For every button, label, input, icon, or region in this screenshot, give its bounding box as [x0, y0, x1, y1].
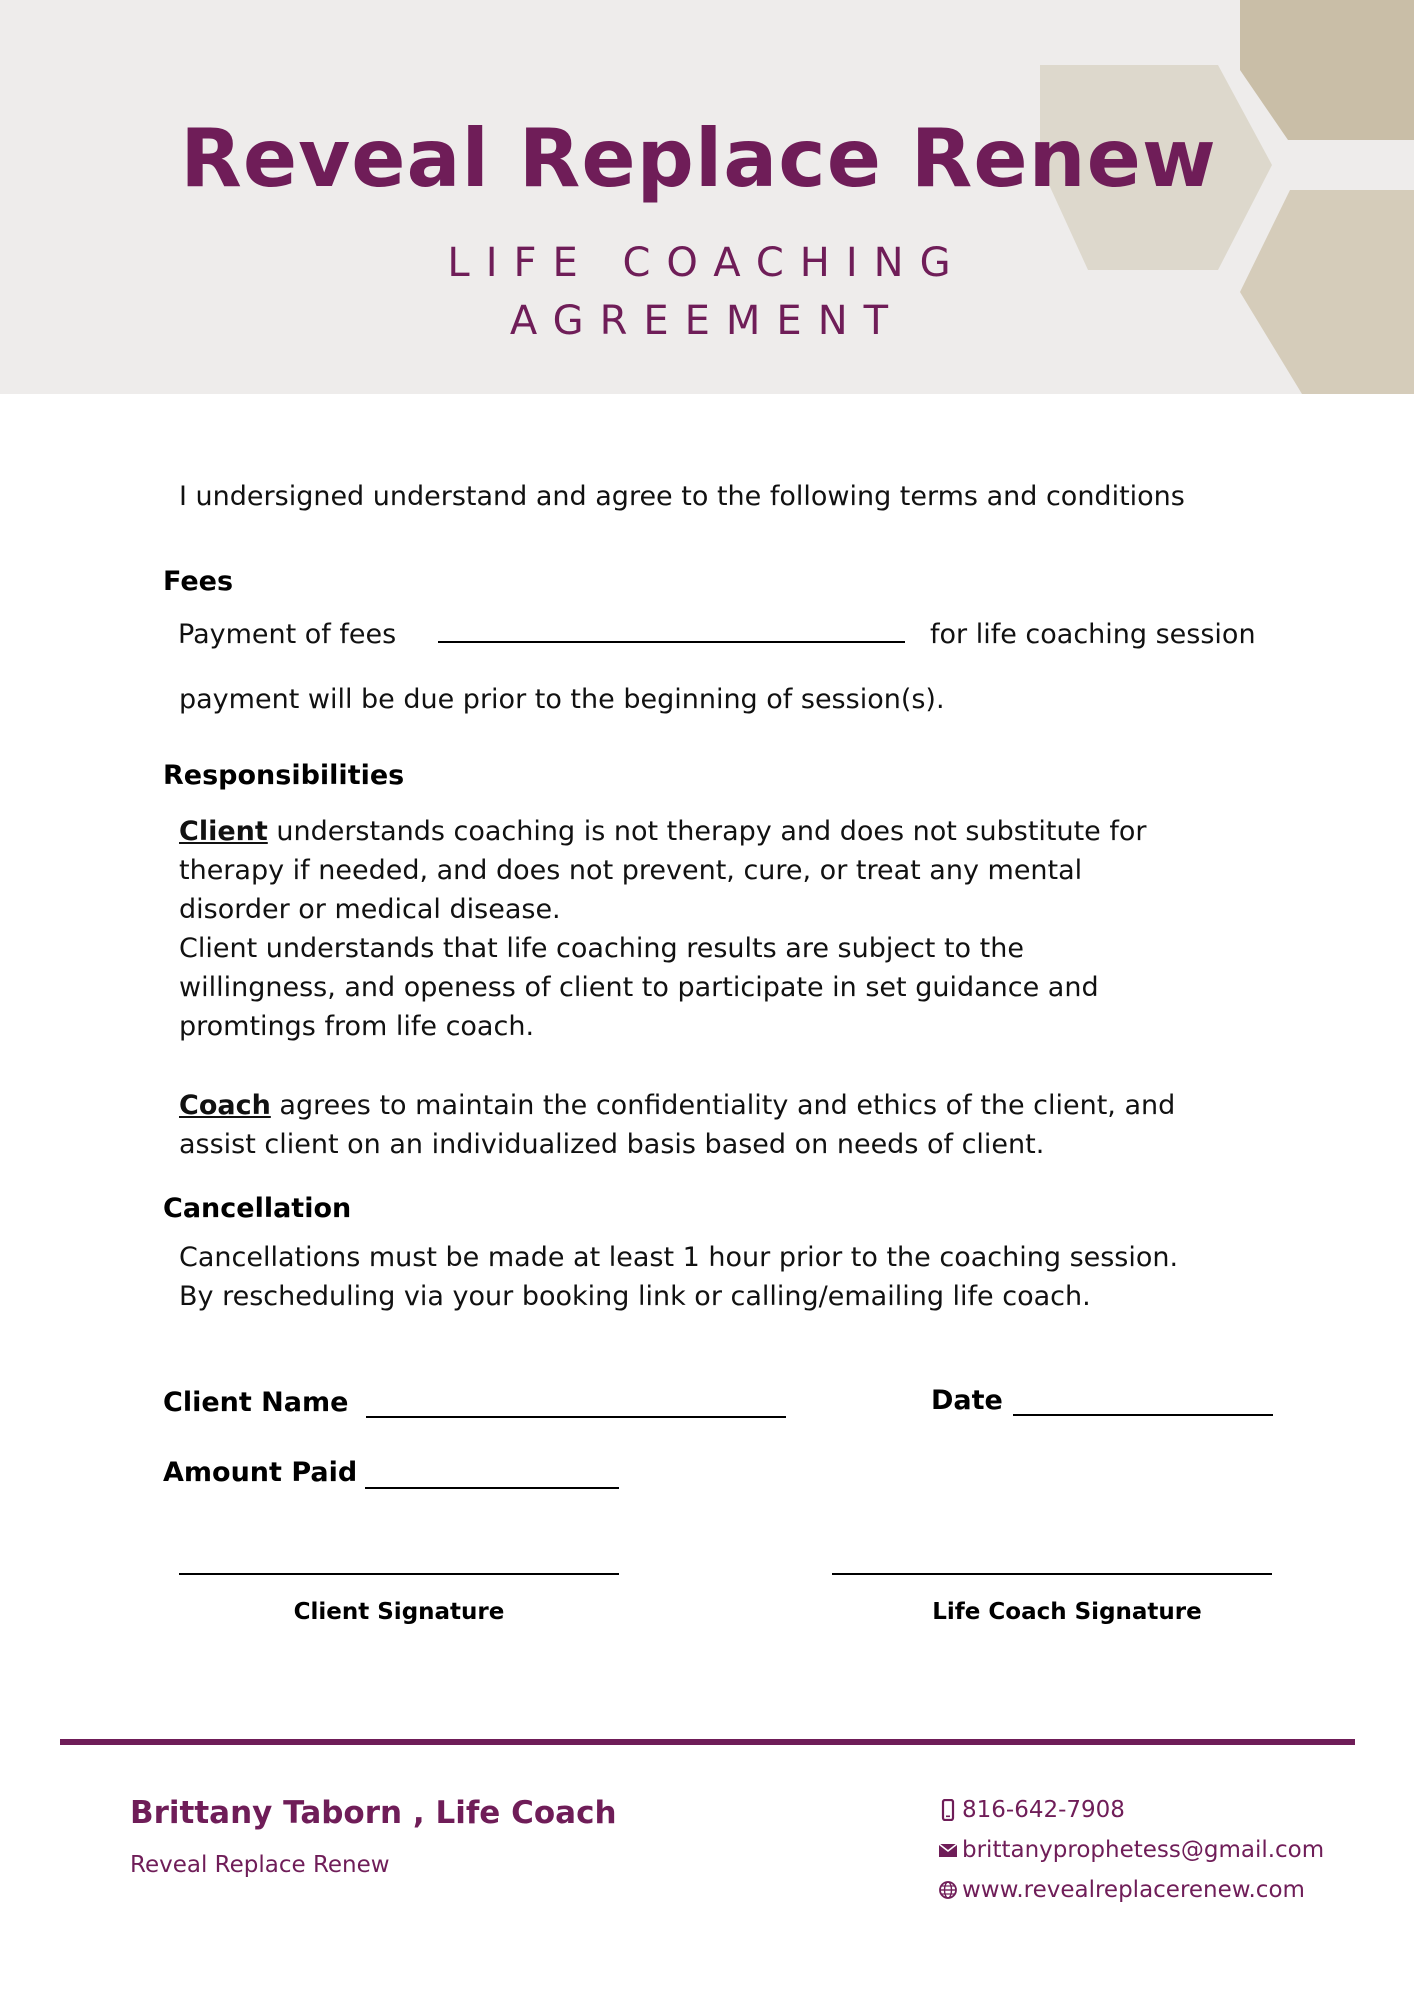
- footer-email[interactable]: [938, 1837, 1324, 1863]
- client-responsibility: [179, 812, 1279, 1046]
- payment-label: Payment of fees: [178, 619, 397, 650]
- coach-signature-line[interactable]: [832, 1573, 1272, 1575]
- coach-label: Coach: [179, 1090, 271, 1121]
- coach-responsibility: [179, 1086, 1279, 1164]
- footer-name: Brittany Taborn , Life Coach: [130, 1795, 617, 1831]
- payment-amount-line[interactable]: [438, 641, 905, 643]
- page-subtitle: [0, 234, 1414, 350]
- website-text: www.revealreplacerenew.com: [962, 1877, 1305, 1903]
- footer-divider: [60, 1739, 1355, 1745]
- client-signature-label: Client Signature: [293, 1599, 505, 1625]
- cancellation-text: Cancellations must be made at least 1 hour prior to the coaching session. By rescheduling via your booking link or calling/emailing life coach.: [179, 1242, 1179, 1312]
- payment-suffix: for life coaching session: [930, 619, 1256, 650]
- footer-website[interactable]: [938, 1877, 1305, 1903]
- cancellation-heading: Cancellation: [163, 1193, 352, 1224]
- subtitle-line-2: AGREEMENT: [509, 298, 905, 344]
- header-banner: [0, 0, 1414, 394]
- phone-icon: [938, 1799, 958, 1821]
- client-signature-line[interactable]: [179, 1573, 619, 1575]
- coach-signature-label: Life Coach Signature: [932, 1599, 1202, 1625]
- payment-due-note: payment will be due prior to the beginning of session(s).: [179, 684, 945, 715]
- date-label: Date: [931, 1385, 1003, 1416]
- intro-text: I undersigned understand and agree to the following terms and conditions: [179, 481, 1185, 512]
- email-text: brittanyprophetess@gmail.com: [962, 1837, 1325, 1863]
- client-name-label: Client Name: [163, 1387, 349, 1418]
- client-name-line[interactable]: [366, 1416, 786, 1418]
- fees-heading: Fees: [163, 566, 234, 597]
- subtitle-line-1: LIFE COACHING: [447, 240, 967, 286]
- date-line[interactable]: [1013, 1414, 1273, 1416]
- coach-responsibility-text: agrees to maintain the confidentiality and ethics of the client, and assist client on an individualized basis based on needs of client.: [179, 1090, 1176, 1160]
- responsibilities-heading: Responsibilities: [163, 760, 405, 791]
- amount-paid-label: Amount Paid: [163, 1457, 358, 1488]
- client-label: Client: [179, 816, 268, 847]
- page-title: Reveal Replace Renew: [180, 112, 1217, 205]
- footer-phone[interactable]: [938, 1797, 1125, 1823]
- client-responsibility-text: understands coaching is not therapy and does not substitute for therapy if needed, and does not prevent, cure, or treat any mental disorder or medical disease. Client understands that life coaching results are subject to the willingness, and openess of client to participate in set guidance and promtings from life coach.: [179, 816, 1147, 1042]
- amount-paid-line[interactable]: [365, 1487, 619, 1489]
- footer-business: Reveal Replace Renew: [130, 1852, 390, 1878]
- phone-text: 816-642-7908: [962, 1797, 1125, 1823]
- envelope-icon: [938, 1839, 958, 1861]
- globe-icon: [938, 1879, 958, 1901]
